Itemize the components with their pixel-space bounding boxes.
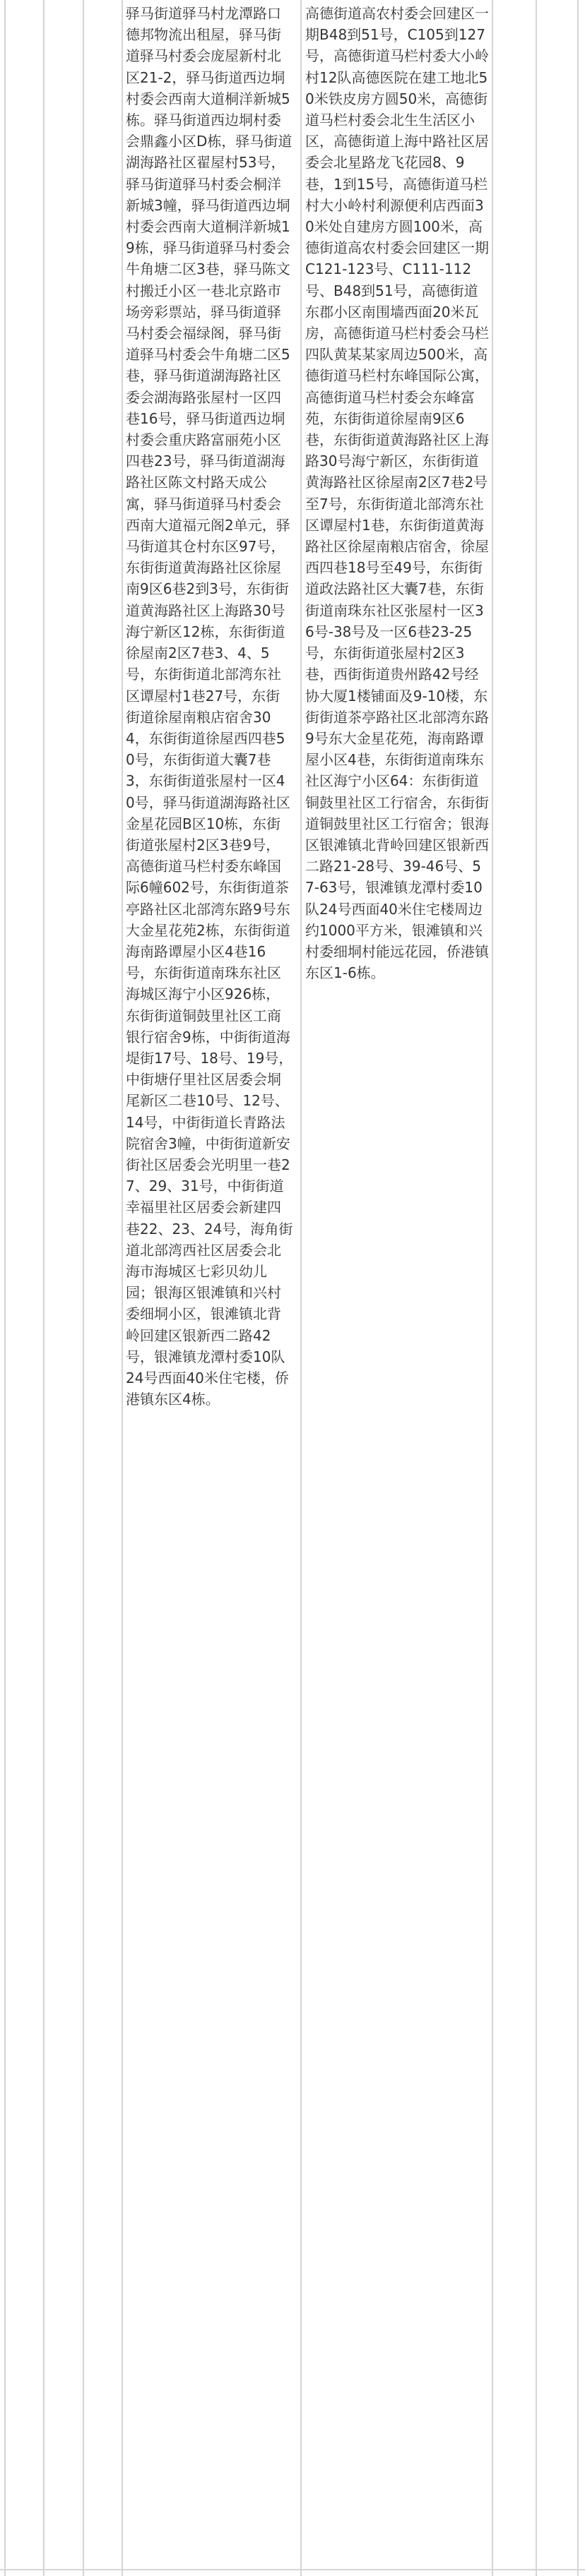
table-border-left — [4, 0, 6, 2576]
table-column-divider-2 — [83, 0, 84, 2576]
table-column-divider-3 — [122, 0, 123, 2576]
table-border-right — [577, 0, 579, 2576]
table-column-divider-5 — [492, 0, 493, 2576]
table-row-bottom-border — [0, 2569, 585, 2570]
table-column-divider-4 — [300, 0, 302, 2576]
table-column-divider-6 — [536, 0, 537, 2576]
table-cell-affected-areas-left: 驿马街道驿马村龙潭路口德邦物流出租屋，驿马街道驿马村委会庞屋新村北区21-2，驿马街道西边垌村委会西南大道桐洋新城5栋。驿马街道西边垌村委会鼎鑫小区D栋，驿马街道湖海路社区翟屋村53号，驿马街道驿马村委会桐洋新城3幢，驿马街道西边垌村委会西南大道桐洋新城19栋，驿马街道驿马村委会牛角塘二区3巷，驿马陈文村搬迁小区一巷北京路市场旁彩票站，驿马街道驿马村委会福绿阁，驿马街道驿马村委会牛角塘二区5巷，驿马街道湖海路社区委会湖海路张屋村一区四巷16号，驿马街道西边垌村委会重庆路富丽苑小区四巷23号，驿马街道湖海路社区陈文村路天成公寓，驿马街道驿马村委会西南大道福元阁2单元，驿马街道其仓村东区97号，东街街道黄海路社区徐屋南9区6巷2到3号，东街街道黄海路社区上海路30号海宁新区12栋，东街街道徐屋南2区7巷3、4、5号，东街街道北部湾东社区谭屋村1巷27号，东街街道徐屋南粮店宿舍304，东街街道徐屋西四巷50号，东街街道大囊7巷3，东街街道张屋村一区40号，驿马街道湖海路社区金星花园B区10栋，东街街道张屋村2区3巷9号，高德街道马栏村委东峰国际6幢602号，东街街道茶亭路社区北部湾东路9号东大金星花苑2栋，东街街道海南路谭屋小区4巷16号，东街街道南珠东社区海城区海宁小区926栋，东街街道铜鼓里社区工商银行宿舍9栋，中街街道海堤街17号、18号、19号，中街塘仔里社区居委会垌尾新区二巷10号、12号、14号，中街街道长青路法院宿舍3幢，中街街道新安街社区居委会光明里一巷27、29、31号，中街街道幸福里社区居委会新建四巷22、23、24号，海角街道北部湾西社区居委会北海市海城区七彩贝幼儿园；银海区银滩镇和兴村委细垌小区，银滩镇北背岭回建区银新西二路42号，银滩镇龙潭村委10队24号西面40米住宅楼，侨港镇东区4栋。 — [126, 5, 293, 1408]
table-cell-affected-areas-right: 高德街道高农村委会回建区一期B48到51号，C105到127号，高德街道马栏村委大小岭村12队高德医院在建工地北50米铁皮房方圆50米，高德街道马栏村委会北生生活区小区，高德街道上海中路社区居委会北星路龙飞花园8、9巷，1到15号，高德街道马栏村大小岭村利源便利店西面30米处自建房方圆100米，高德街道高农村委会回建区一期C121-123号、C111-112号、B48到51号，高德街道东郡小区南围墙西面20米瓦房，高德街道马栏村委会马栏四队黄某某家周边500米，高德街道马栏村东峰国际公寓，高德街道马栏村委会东峰富苑，东街街道徐屋南9区6巷，东街街道黄海路社区上海路30号海宁新区，东街街道黄海路社区徐屋南2区7巷2号至7号，东街街道北部湾东社区谭屋村1巷，东街街道黄海路社区徐屋南粮店宿舍，徐屋西四巷18号至49号，东街街道政法路社区大囊7巷，东街街道南珠东社区张屋村一区36号-38号及一区6巷23-25号，东街街道张屋村2区3巷，西街街道贵州路42号经协大厦1楼铺面及9-10楼，东街街道茶亭路社区北部湾东路9号东大金星花苑，海南路谭屋小区4巷，东街街道南珠东社区海宁小区64：东街街道铜鼓里社区工行宿舍，东街街道铜鼓里社区工行宿舍；银海区银滩镇北背岭回建区银新西二路21-28号、39-46号、57-63号，银滩镇龙潭村委10队24号西面40米住宅楼周边约1000平方米，银滩镇和兴村委细垌村能远花园，侨港镇东区1-6栋。 — [305, 5, 489, 982]
table-column-divider-1 — [43, 0, 45, 2576]
